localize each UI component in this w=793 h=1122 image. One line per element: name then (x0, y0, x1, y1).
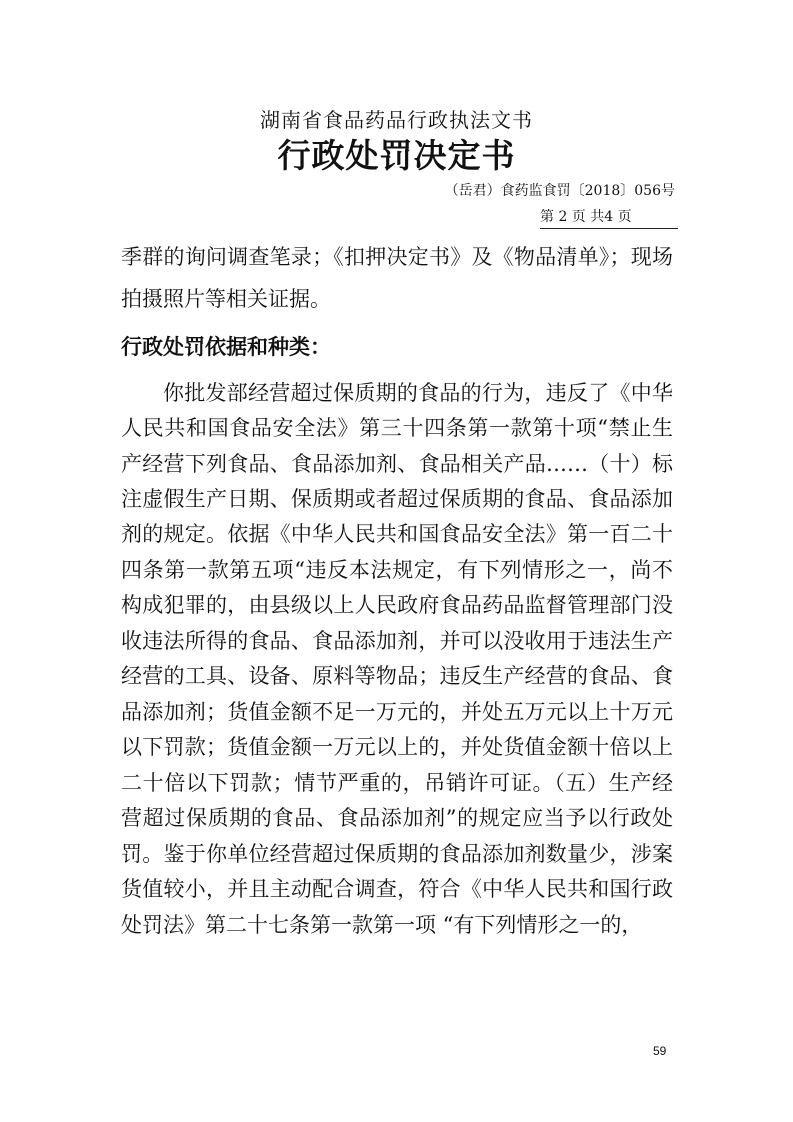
paragraph-line: 品添加剂；货值金额不足一万元的，并处五万元以上十万元 (121, 700, 673, 724)
document-number: （岳君）食药监食罚〔2018〕056号 (444, 183, 675, 199)
paragraph-line: 注虚假生产日期、保质期或者超过保质期的食品、食品添加 (121, 487, 673, 511)
paragraph-line: 你批发部经营超过保质期的食品的行为，违反了《中华 (163, 381, 673, 405)
paragraph-line: 人民共和国食品安全法》第三十四条第一款第十项“禁止生 (121, 416, 673, 440)
paragraph-line: 产经营下列食品、食品添加剂、食品相关产品……（十）标 (121, 452, 673, 476)
paragraph-line: 货值较小，并且主动配合调查，符合《中华人民共和国行政 (121, 877, 673, 901)
paragraph-line: 处罚法》第二十七条第一款第一项 “有下列情形之一的， (121, 913, 643, 937)
body-line: 季群的询问调查笔录；《扣押决定书》及《物品清单》；现场 (121, 245, 673, 269)
page-number: 59 (653, 1044, 667, 1058)
section-heading: 行政处罚依据和种类： (121, 335, 331, 359)
paragraph-line: 营超过保质期的食品、食品添加剂”的规定应当予以行政处 (121, 806, 673, 830)
paragraph-line: 四条第一款第五项“违反本法规定，有下列情形之一，尚不 (121, 558, 673, 582)
document-title: 行政处罚决定书 (277, 136, 516, 175)
paragraph-line: 二十倍以下罚款；情节严重的，吊销许可证。（五）生产经 (121, 771, 673, 795)
paragraph-line: 以下罚款；货值金额一万元以上的，并处货值金额十倍以上 (121, 735, 673, 759)
body-line: 拍摄照片等相关证据。 (121, 287, 331, 311)
paragraph-line: 剂的规定。依据《中华人民共和国食品安全法》第一百二十 (121, 522, 673, 546)
page-indicator: 第 2 页 共4 页 (540, 206, 678, 229)
paragraph-line: 罚。鉴于你单位经营超过保质期的食品添加剂数量少，涉案 (121, 842, 673, 866)
paragraph-line: 经营的工具、设备、原料等物品；违反生产经营的食品、食 (121, 664, 673, 688)
paragraph-line: 构成犯罪的，由县级以上人民政府食品药品监督管理部门没 (121, 593, 673, 617)
paragraph-line: 收违法所得的食品、食品添加剂，并可以没收用于违法生产 (121, 629, 673, 653)
issuer-name: 湖南省食品药品行政执法文书 (260, 108, 533, 132)
